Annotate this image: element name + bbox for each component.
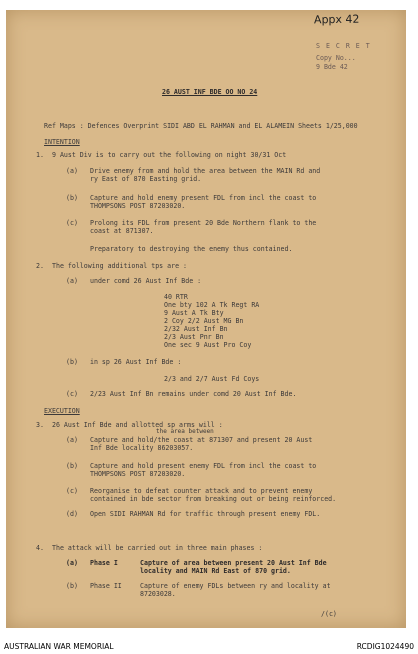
- para3-b-label: (b): [66, 462, 78, 470]
- para1-b-text: Capture and hold enemy present FDL from incl the coast to THOMPSONS POST 87203020.: [90, 194, 317, 210]
- para4-number: 4.: [36, 544, 44, 552]
- archive-id: RCDIG1024490: [356, 642, 414, 651]
- para1-a-text: Drive enemy from and hold the area between the MAIN Rd and ry East of 870 Easting grid.: [90, 167, 321, 183]
- archive-name: AUSTRALIAN WAR MEMORIAL: [4, 642, 114, 651]
- para3-d-label: (d): [66, 510, 78, 518]
- document-page: [6, 10, 406, 628]
- para3-d-text: Open SIDI RAHMAN Rd for traffic through present enemy FDL.: [90, 510, 321, 518]
- para2-a-label: (a): [66, 277, 78, 285]
- para3-number: 3.: [36, 421, 44, 429]
- ref-maps-text: Ref Maps : Defences Overprint SIDI ABD EL RAHMAN and EL ALAMEIN Sheets 1/25,000: [44, 122, 358, 130]
- para1-note: Preparatory to destroying the enemy thus contained.: [90, 245, 293, 253]
- para3-b-text: Capture and hold present enemy FDL from incl the coast to THOMPSONS POST 87203020.: [90, 462, 317, 478]
- para1-a-label: (a): [66, 167, 78, 175]
- para2-a-text: under comd 26 Aust Inf Bde :: [90, 277, 202, 285]
- ref-maps: [44, 106, 374, 146]
- para1-c-text: Prolong its FDL from present 20 Bde Northern flank to the coast at 871307.: [90, 219, 317, 235]
- para2-b-text: in sp 26 Aust Inf Bde :: [90, 358, 182, 366]
- para1-text: 9 Aust Div is to carry out the following on night 30/31 Oct: [52, 151, 287, 159]
- page-continuation: /(c): [321, 610, 337, 618]
- para4-text: The attack will be carried out in three main phases :: [52, 544, 263, 552]
- para2-c-text: 2/23 Aust Inf Bn remains under comd 20 Aust Inf Bde.: [90, 390, 297, 398]
- para4-b-phase: Phase II: [90, 582, 122, 590]
- copy-number: Copy No...: [316, 54, 356, 62]
- para2-text: The following additional tps are :: [52, 262, 187, 270]
- para3-text: 26 Aust Inf Bde and allotted sp arms will :: [52, 421, 223, 429]
- para3-a-label: (a): [66, 436, 78, 444]
- para2-number: 2.: [36, 262, 44, 270]
- archive-footer: [0, 640, 418, 654]
- document-title: 26 AUST INF BDE OO NO 24: [162, 88, 258, 96]
- section-intention: INTENTION: [44, 138, 80, 146]
- para1-b-label: (b): [66, 194, 78, 202]
- section-execution: EXECUTION: [44, 407, 80, 415]
- para4-b-label: (b): [66, 582, 78, 590]
- para3-a-insert: the area between: [156, 428, 214, 435]
- para2-b-label: (b): [66, 358, 78, 366]
- brigade-ref: 9 Bde 42: [316, 63, 348, 71]
- para2-b-units: 2/3 and 2/7 Aust Fd Coys: [164, 375, 260, 383]
- handwritten-annotation: Appx 42: [313, 12, 360, 27]
- para3-a-text: Capture and hold/the coast at 871307 and present 20 Aust Inf Bde locality 86203057.: [90, 436, 313, 452]
- para4-a-phase: Phase I: [90, 559, 118, 567]
- para1-number: 1.: [36, 151, 44, 159]
- para4-a-text: Capture of area between present 20 Aust Inf Bde locality and MAIN Rd East of 870 grid.: [140, 559, 327, 575]
- para2-c-label: (c): [66, 390, 78, 398]
- para4-a-label: (a): [66, 559, 78, 567]
- para4-b-text: Capture of enemy FDLs between ry and locality at 87203028.: [140, 582, 331, 598]
- para3-c-text: Reorganise to defeat counter attack and to prevent enemy contained in bde sector from breaking out or being reinforced.: [90, 487, 337, 503]
- para2-unit-list: 40 RTR One bty 102 A Tk Regt RA 9 Aust A Tk Bty 2 Coy 2/2 Aust MG Bn 2/32 Aust Inf Bn 2/3 Aust Pnr Bn One sec 9 Aust Pro Coy: [164, 293, 260, 349]
- para3-c-label: (c): [66, 487, 78, 495]
- para1-c-label: (c): [66, 219, 78, 227]
- classification-mark: S E C R E T: [316, 42, 371, 50]
